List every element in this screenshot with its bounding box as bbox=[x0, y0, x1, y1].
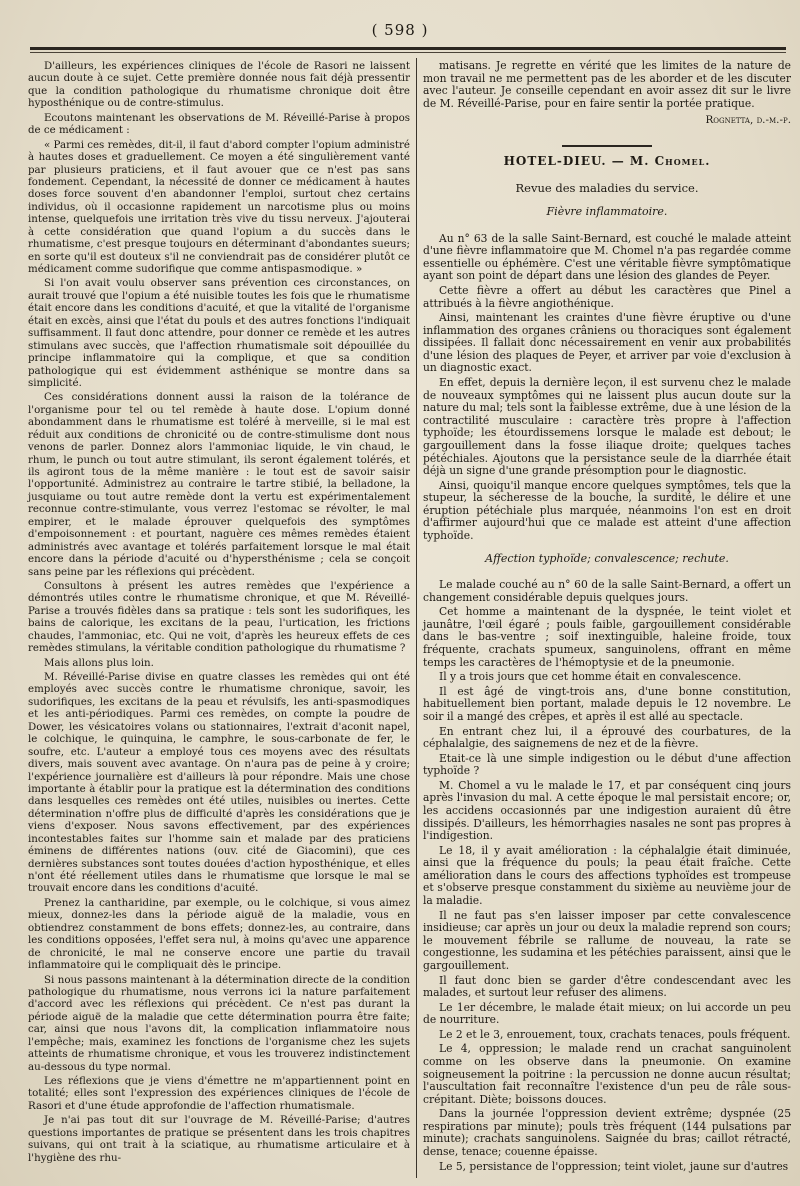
case-2-paragraph: Etait-ce là une simple indigestion ou le début d'une affection typhoïde ? bbox=[423, 751, 791, 778]
left-column-paragraph: Mais allons plus loin. bbox=[44, 656, 154, 669]
left-column-paragraph: Prenez la cantharidine, par exemple, ou le colchique, si vous aimez mieux, donnez-les dans la période aiguë de la maladie, vous en obtiendrez constamment de bons effets; donnez-les, au contraire, dans les conditions opposées, l'effet sera nul, à moins qu'avec une apparence de chronicité, le mal ne conserve encore une partie du travail inflammatoire qui le compliquait dès le principe. bbox=[28, 896, 410, 972]
section-subtitle: Revue des maladies du service. bbox=[515, 180, 699, 195]
author-signature: Rognetta, d.-m.-p. bbox=[705, 114, 791, 127]
case-1-paragraph: Ainsi, quoiqu'il manque encore quelques symptômes, tels que la stupeur, la sécheresse de la bouche, la surdité, le délire et une éruption pétéchiale plus marquée, néanmoins l'on est en droit d'affirmer aujourd'hui que ce malade est atteint d'une affection typhoïde. bbox=[423, 478, 791, 542]
left-column-paragraph: M. Réveillé-Parise divise en quatre classes les remèdes qui ont été employés avec succès contre le rhumatisme chronique, savoir, les sudorifiques, les excitans de la peau et révulsifs, les anti-spasmodiques et les anti-périodiques. Parmi ces remèdes, on compte la poudre de Dower, les vésicatoires volans ou stationnaires, l'extrait d'aconit napel, le colchique, le quinquina, le camphre, le sous-carbonate de fer, le soufre, etc. L'auteur a employé tous ces moyens avec des résultats divers, mais souvent avec avantage. On n'aura pas de peine à y croire; l'expérience journalière est d'ailleurs là pour répondre. Mais une chose importante à établir pour la pratique est la détermination des conditions dans lesquelles ces remèdes ont été utiles, nuisibles ou inertes. Cette détermination n'offre plus de difficulté d'après les considérations que je viens d'exposer. Nous savons effectivement, par des expériences incontestables faites sur l'homme sain et malade par des praticiens éminens de différentes nations (ouv. cité de Giacomini), que ces dernières substances sont toutes douées d'action hyposthénique, et elles n'ont été réellement utiles dans le rhumatisme que lorsque le mal se trouvait encore dans les conditions d'acuité. bbox=[28, 671, 410, 895]
case-2-paragraph: M. Chomel a vu le malade le 17, et par conséquent cinq jours après l'invasion du mal. A cette époque le mal persistait encore; or, les accidens occasionnés par une indigestion auraient dû être dissipés. D'ailleurs, les hémorrhagies nasales ne sont pas propres à l'indigestion. bbox=[423, 778, 791, 843]
case-1-paragraph: Cette fièvre a offert au début les caractères que Pinel a attribués à la fièvre angiothénique. bbox=[423, 284, 791, 310]
case-2-paragraph: Il y a trois jours que cet homme était en convalescence. bbox=[439, 670, 742, 684]
case-2-paragraph: Cet homme a maintenant de la dyspnée, le teint violet et jaunâtre, l'œil égaré ; pouls faible, gargouillement considérable dans le bas-ventre ; soif inextinguible, haleine froide, toux fréquente, crachats spumeux, sanguinolens, offrant en même temps les caractères de l'hémoptysie et de la pneumonie. bbox=[423, 605, 791, 669]
case-heading-2: Affection typhoïde; convalescence; rechute. bbox=[485, 551, 729, 565]
case-1-paragraph: Au n° 63 de la salle Saint-Bernard, est couché le malade atteint d'une fièvre inflammatoire que M. Chomel n'a pas regardée comme essentielle ou éphémère. C'est une véritable fièvre symptômatique ayant son point de départ dans une lésion des glandes de Peyer. bbox=[423, 231, 791, 283]
case-heading-1: Fièvre inflammatoire. bbox=[546, 205, 668, 219]
case-1-body bbox=[423, 233, 791, 543]
case-2-paragraph: Le 18, il y avait amélioration : la céphalalgie était diminuée, ainsi que la fréquence du pouls; la peau était fraîche. Cette amélioration dans le cours des affections typhoïdes est trompeuse et s'observe presque constamment du sixième au neuvième jour de la maladie. bbox=[423, 843, 791, 908]
left-column-paragraph: Ces considérations donnent aussi la raison de la tolérance de l'organisme pour tel ou tel remède à haute dose. L'opium donné abondamment dans le rhumatisme est toléré à merveille, si le mal est réduit aux conditions de chronicité ou de contre-stimulisme dont nous venons de parler. Donnez alors l'ammoniac liquide, le vin chaud, le rhum, le punch ou tout autre stimulant, ils seront également tolérés, et ils agiront tous de la même manière : le tout est de savoir saisir l'opportunité. Administrez au contraire le tartre stibié, la belladone, la jusquiame ou tout autre remède dont la vertu est expérimentalement reconnue contre-stimulante, vous verrez l'estomac se révolter, le mal empirer, et le malade éprouver quelquefois des symptômes d'empoisonnement : et pourtant, naguère ces mêmes remèdes étaient administrés avec avantage et tolérés parfaitement lorsque le mal était encore dans la période d'acuité ou d'hypersthénisme ; cela se conçoit sans peine par les réflexions qui précèdent. bbox=[28, 391, 410, 578]
section-rule bbox=[562, 145, 652, 147]
left-column-paragraph: Si l'on avait voulu observer sans prévention ces circonstances, on aurait trouvé que l'opium a été nuisible toutes les fois que le rhumatisme était encore dans les conditions d'acuité, et que la vitalité de l'organisme était en excès, ainsi que l'état du pouls et des autres fonctions l'indiquait suffisamment. Il faut donc attendre, pour donner ce remède et les autres stimulans avec succès, que l'affection rhumatismale soit dépouillée du principe inflammatoire qui la complique, et que sa condition pathologique qui est évidemment asthénique se montre dans sa simplicité. bbox=[28, 277, 410, 389]
case-2-paragraph: Il faut donc bien se garder d'être condescendant avec les malades, et surtout leur refuser des alimens. bbox=[423, 973, 791, 1000]
left-column bbox=[28, 60, 410, 1166]
case-2-paragraph: Le 5, persistance de l'oppression; teint violet, jaune sur d'autres bbox=[439, 1159, 789, 1173]
right-column bbox=[423, 60, 791, 1175]
case-2-paragraph: Il est âgé de vingt-trois ans, d'une bonne constitution, habituellement bien portant, malade depuis le 12 novembre. Le soir il a mangé des crêpes, et après il est allé au spectacle. bbox=[423, 684, 791, 723]
column-divider bbox=[416, 58, 417, 1178]
case-2-paragraph: Dans la journée l'oppression devient extrême; dyspnée (25 respirations par minute); pouls très fréquent (144 pulsations par minute); crachats sanguinolens. Saignée du bras; caillot rétracté, dense, tenace; couenne épaisse. bbox=[423, 1107, 791, 1159]
case-1-paragraph: En effet, depuis la dernière leçon, il est survenu chez le malade de nouveaux symptômes qui ne laissent plus aucun doute sur la nature du mal; tels sont la faiblesse extrême, due à une lésion de la contractilité musculaire : caractère très propre à l'affection typhoïde; les étourdissemens lorsque le malade est debout; le gargouillement dans la fosse iliaque droite; quelques taches pétéchiales. Ajoutons que la persistance seule de la diarrhée était déjà un signe d'une grande présomption pour le diagnostic. bbox=[423, 376, 791, 478]
case-2-paragraph: Le 2 et le 3, enrouement, toux, crachats tenaces, pouls fréquent. bbox=[439, 1027, 791, 1041]
section-title-text: HOTEL-DIEU. — M. bbox=[503, 153, 655, 168]
case-2-paragraph: Il ne faut pas s'en laisser imposer par cette convalescence insidieuse; car après un jour ou deux la maladie reprend son cours; le mouvement fébrile se rallume de nouveau, la rate se congestionne, les sudamina et les pétéchies paraissent, ainsi que le gargouillement. bbox=[423, 908, 791, 972]
header-rule-thin bbox=[30, 52, 786, 53]
case-2-paragraph: Le 4, oppression; le malade rend un crachat sanguinolent comme on les observe dans la pneumonie. On examine soigneusement la poitrine : la percussion ne donne aucun résultat; l'auscultation fait reconnaître l'existence d'un peu de râle sous-crépitant. Diète; boissons douces. bbox=[423, 1042, 791, 1106]
left-column-paragraph: Si nous passons maintenant à la détermination directe de la condition pathologique du rhumatisme, nous verrons ici la nature parfaitement d'accord avec les réflexions qui précèdent. Ce n'est pas durant la période aiguë de la maladie que cette détermination pourra être faite; car, ainsi que nous l'avons dit, la complication inflammatoire nous l'empêche; mais, examinez les fonctions de l'organisme chez les sujets atteints de rhumatisme chronique, et vous les trouverez indistinctement au-dessous du type normal. bbox=[28, 973, 410, 1073]
left-column-paragraph: Ecoutons maintenant les observations de M. Réveillé-Parise à propos de ce médicament : bbox=[28, 111, 410, 137]
left-column-paragraph: Consultons à présent les autres remèdes que l'expérience a démontrés utiles contre le rhumatisme chronique, et que M. Réveillé-Parise a trouvés fidèles dans sa pratique : tels sont les sudorifiques, les bains de calorique, les excitans de la peau, l'urtication, les frictions chaudes, l'ammoniac, etc. Qui ne voit, d'après les heureux effets de ces remèdes stimulans, la véritable condition pathologique du rhumatisme ? bbox=[28, 579, 410, 655]
case-2-body bbox=[423, 579, 791, 1173]
left-column-paragraph: Les réflexions que je viens d'émettre ne m'appartiennent point en totalité; elles sont l'expression des expériences cliniques de l'école de Rasori et d'une étude approfondie de l'affection rhumatismale. bbox=[28, 1075, 410, 1112]
page-number: ( 598 ) bbox=[371, 21, 429, 39]
header-rule bbox=[30, 47, 786, 50]
left-column-paragraph: « Parmi ces remèdes, dit-il, il faut d'abord compter l'opium administré à hautes doses et graduellement. Ce moyen a été singulièrement vanté par plusieurs praticiens, et il faut avouer que ce n'est pas sans fondement. Cependant, la nécessité de donner ce médicament à hautes doses force souvent d'en abandonner l'emploi, surtout chez certains individus, où il occasionne rapidement un narcotisme plus ou moins intense, quelquefois une irritation très vive du tissu nerveux. J'ajouterai à cette considération que quand l'opium a du succès dans le rhumatisme, c'est presque toujours en déterminant d'abondantes sueurs; en sorte qu'il est douteux s'il ne conviendrait pas de considérer plutôt ce médicament comme sudorifique que comme antispasmodique. » bbox=[28, 138, 410, 275]
case-1-paragraph: Ainsi, maintenant les craintes d'une fièvre éruptive ou d'une inflammation des organes crâniens ou thoraciques sont également dissipées. Il fallait donc nécessairement en venir aux probabilités d'une lésion des plaques de Peyer, et arriver par voie d'exclusion à un diagnostic exact. bbox=[423, 311, 791, 375]
left-column-paragraph: D'ailleurs, les expériences cliniques de l'école de Rasori ne laissent aucun doute à ce sujet. Cette première donnée nous fait déjà pressentir que la condition pathologique du rhumatisme chronique doit être hyposthénique ou de contre-stimulus. bbox=[28, 60, 410, 110]
case-2-paragraph: Le malade couché au n° 60 de la salle Saint-Bernard, a offert un changement considérable depuis quelques jours. bbox=[423, 578, 791, 604]
section-title-name: Chomel. bbox=[654, 153, 711, 168]
case-2-paragraph: Le 1er décembre, le malade était mieux; on lui accorde un peu de nourriture. bbox=[423, 1000, 791, 1027]
case-2-paragraph: En entrant chez lui, il a éprouvé des courbatures, de la céphalalgie, des saignemens de nez et de la fièvre. bbox=[423, 724, 791, 751]
left-column-paragraph: Je n'ai pas tout dit sur l'ouvrage de M. Réveillé-Parise; d'autres questions importantes de pratique se présentent dans les trois chapitres suivans, qui ont trait à la sciatique, au rhumatisme articulaire et à l'hygiène des rhu- bbox=[28, 1114, 410, 1164]
continued-paragraph: matisans. Je regrette en vérité que les limites de la nature de mon travail ne me permettent pas de les aborder et de les discuter avec l'auteur. Je conseille cependant en avoir assez dit sur le livre de M. Réveillé-Parise, pour en faire sentir la portée pratique. bbox=[423, 59, 791, 110]
page-header bbox=[0, 20, 800, 46]
section-title bbox=[423, 155, 791, 168]
